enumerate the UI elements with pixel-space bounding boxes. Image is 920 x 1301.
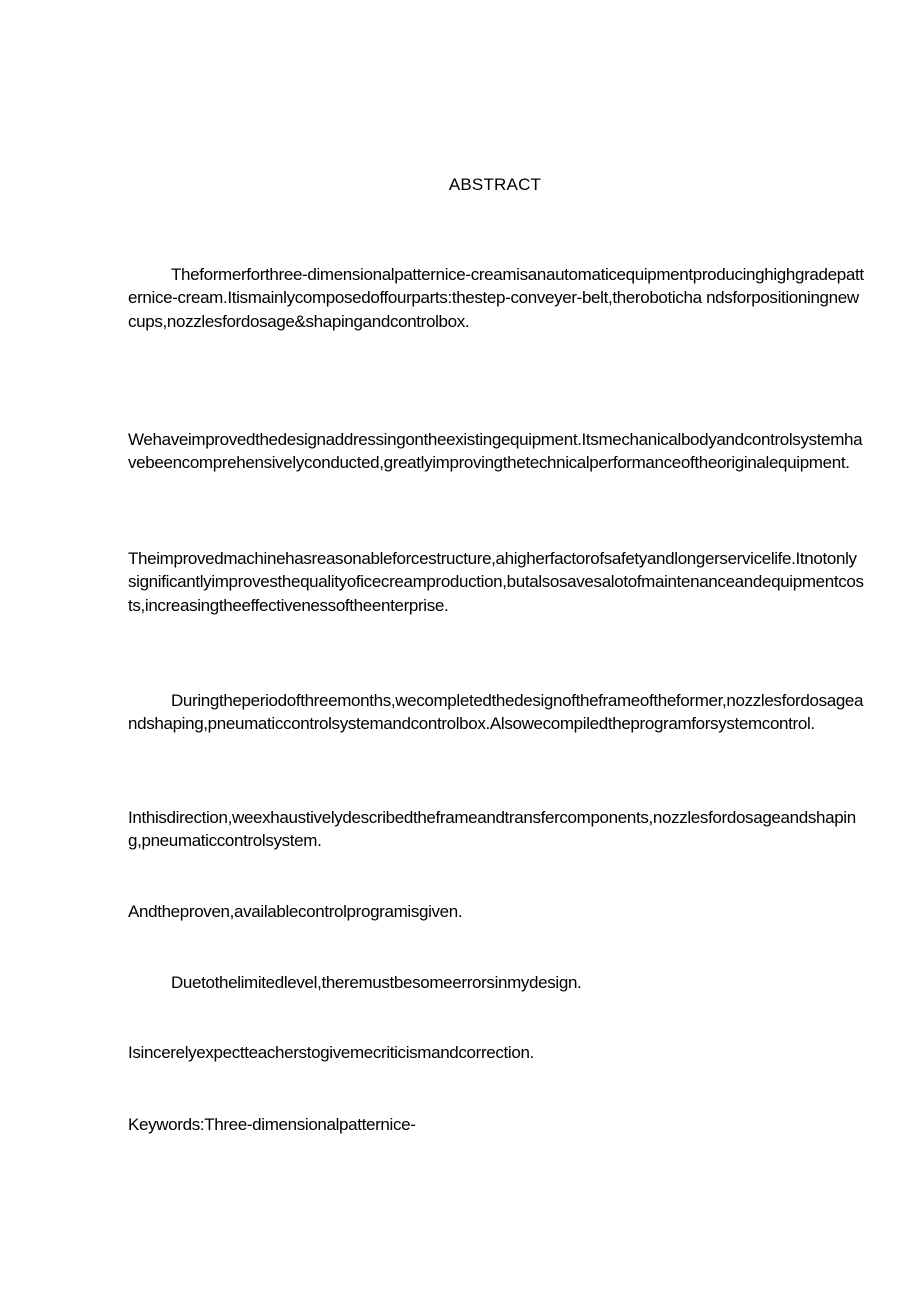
abstract-paragraph-8: Isincerelyexpectteacherstogivemecriticismandcorrection. <box>128 1043 534 1062</box>
abstract-paragraph-4: Duringtheperiodofthreemonths,wecompletedthedesignoftheframeoftheformer,nozzlesfordosageandshaping,pneumaticcontrolsystemandcontrolbox.Alsowecompiledtheprogramforsystemcontrol. <box>128 691 864 734</box>
abstract-paragraph-1: Theformerforthree-dimensionalpatternice-creamisanautomaticequipmentproducinghighgradepatternice-cream.Itismainlycomposedoffourparts:thestep-conveyer-belt,theroboticha ndsforpositioningnewcups,nozzlesfordosage&shapingandcontrolbox. <box>128 265 864 331</box>
abstract-paragraph-6: Andtheproven,availablecontrolprogramisgiven. <box>128 902 463 921</box>
abstract-paragraph-3: Theimprovedmachinehasreasonableforcestructure,ahigherfactorofsafetyandlongerservicelife.Itnotonlysignificantlyimprovesthequalityoficecreamproduction,butalsosavesalotofmaintenanceandequipmentcosts,increasingtheeffectivenessoftheenterprise. <box>128 549 864 615</box>
keywords-line: Keywords:Three-dimensionalpatternice- <box>128 1115 416 1134</box>
abstract-paragraph-7: Duetothelimitedlevel,theremustbesomeerrorsinmydesign. <box>171 973 582 992</box>
abstract-title: ABSTRACT <box>448 175 542 194</box>
abstract-paragraph-2: Wehaveimprovedthedesignaddressingontheexistingequipment.Itsmechanicalbodyandcontrolsystemhavebeencomprehensivelyconducted,greatlyimprovingthetechnicalperformanceoftheoriginalequipment. <box>128 430 863 473</box>
abstract-paragraph-5: Inthisdirection,weexhaustivelydescribedtheframeandtransfercomponents,nozzlesfordosageandshaping,pneumaticcontrolsystem. <box>128 808 856 851</box>
